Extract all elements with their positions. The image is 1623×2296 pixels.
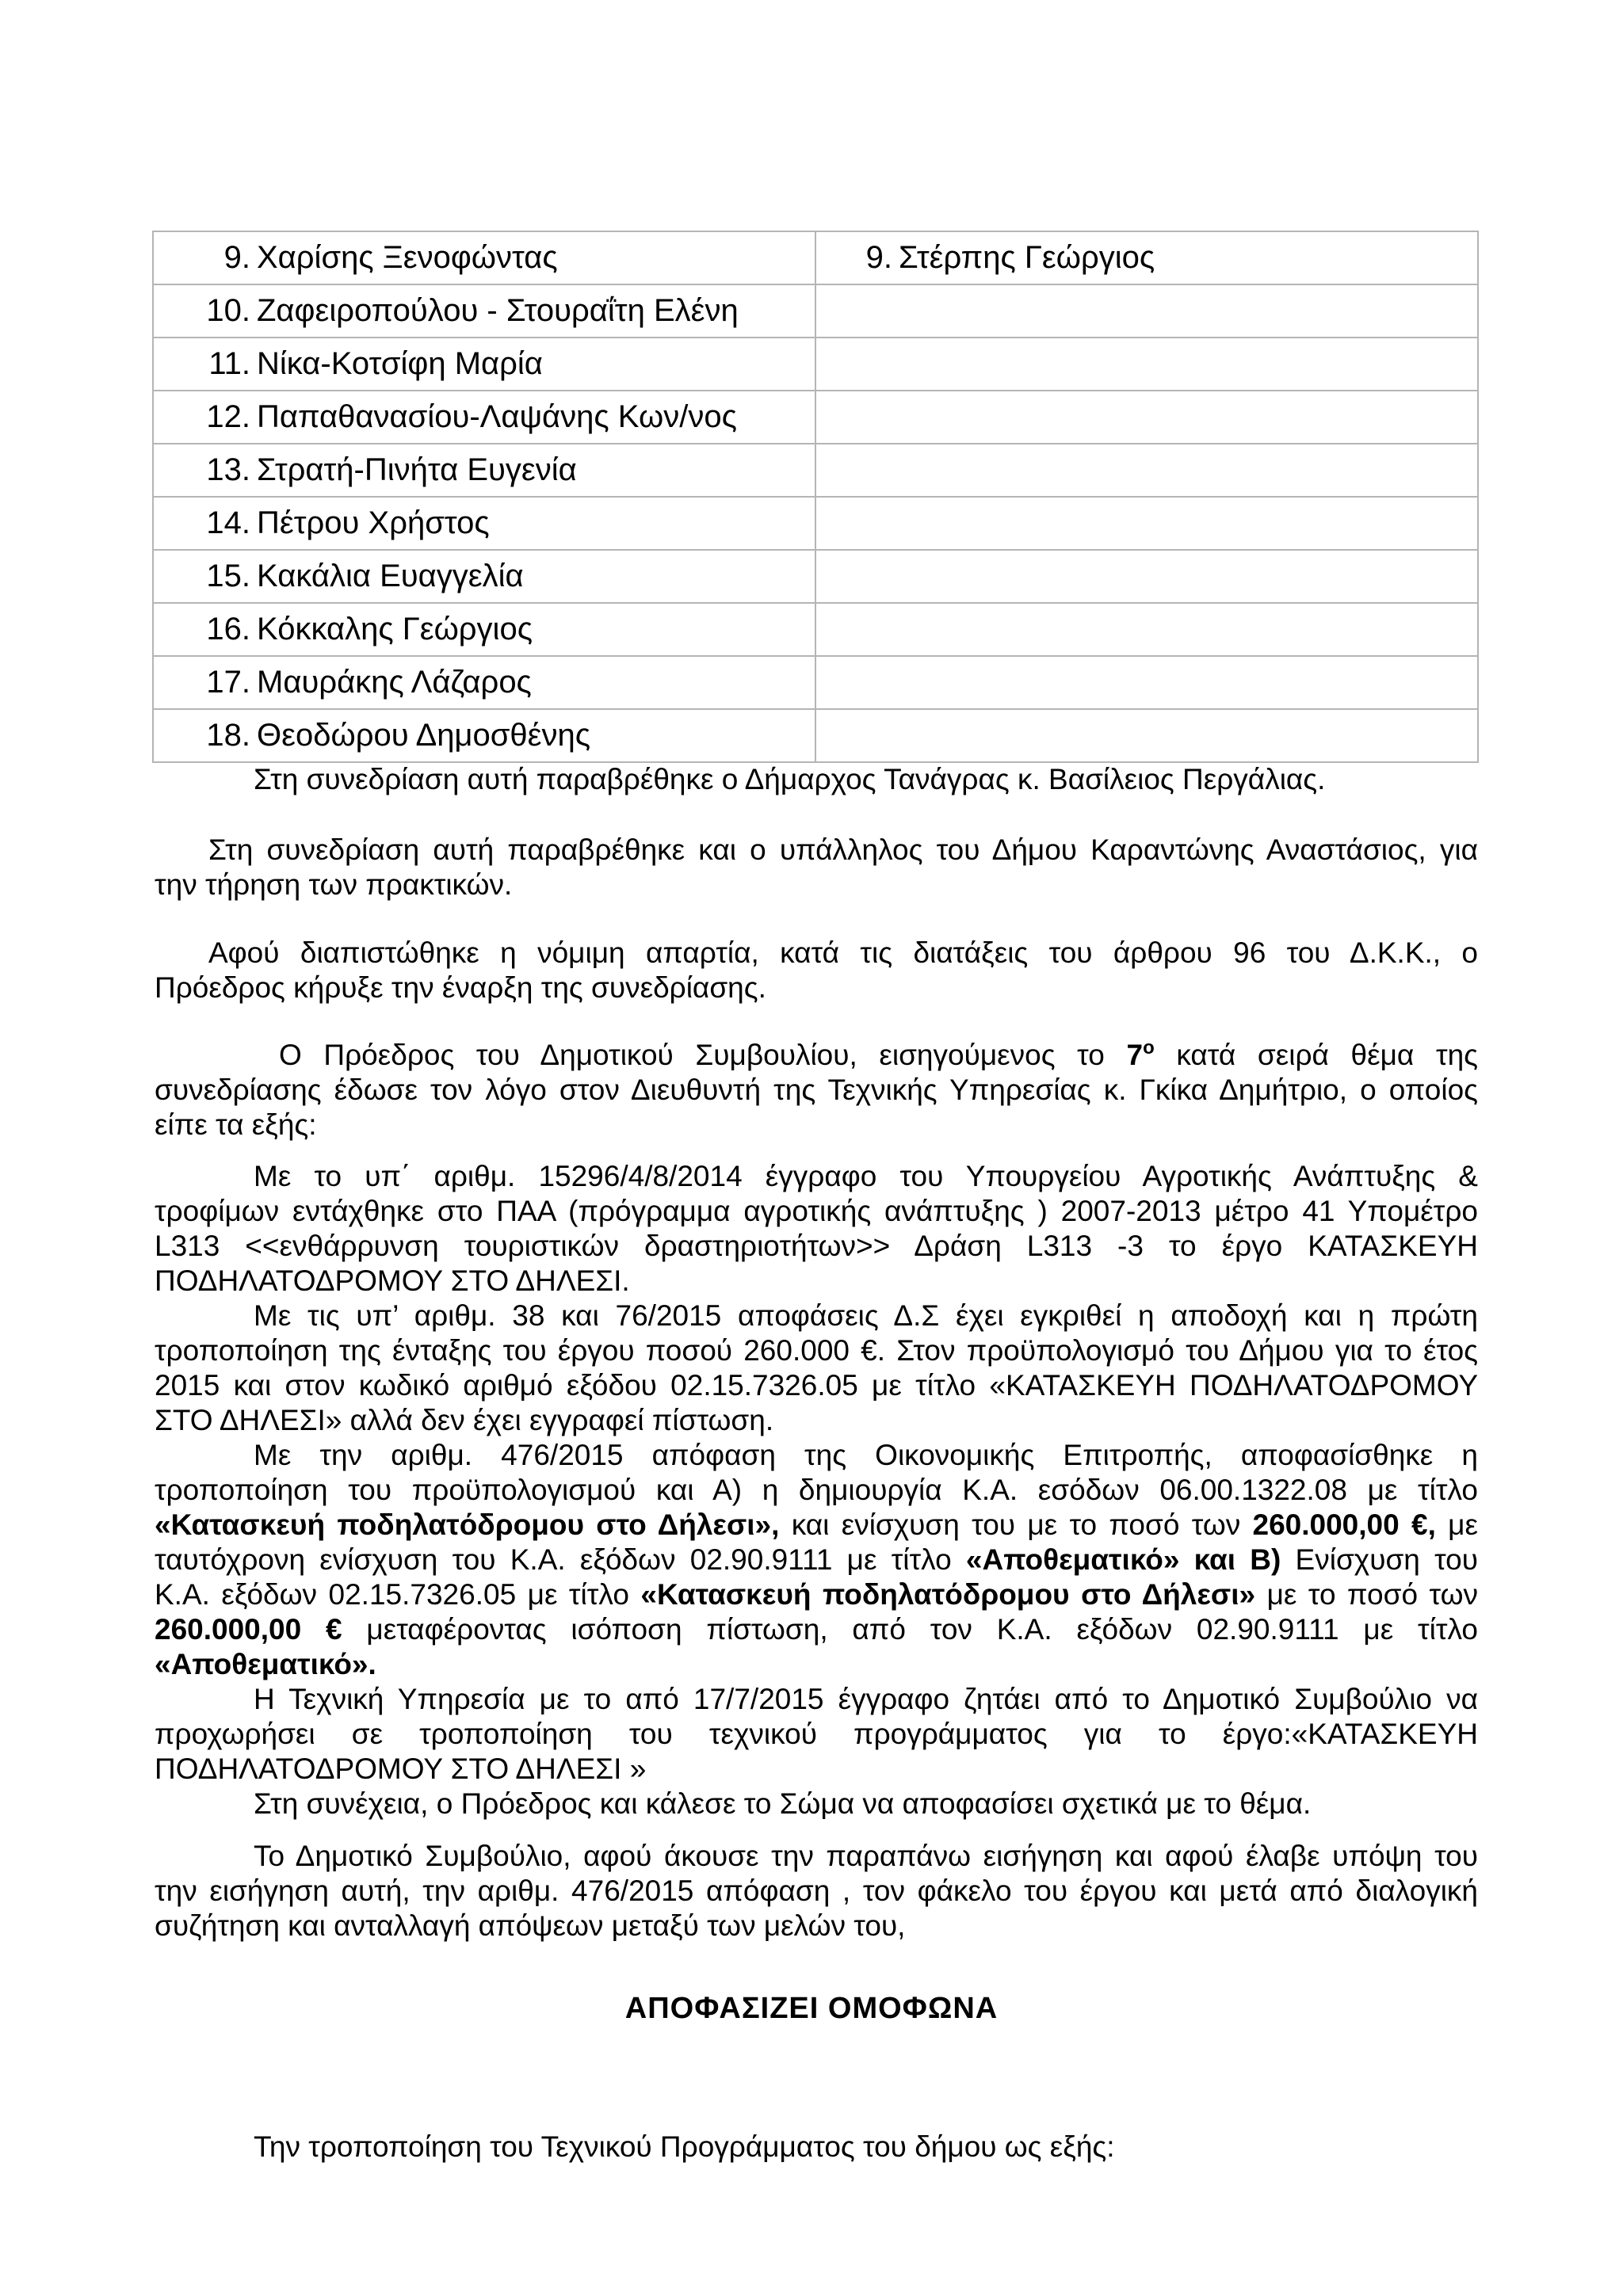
member-cell-left <box>153 550 815 603</box>
member-cell-right <box>815 709 1478 762</box>
member-row <box>153 550 1478 603</box>
member-name: Παπαθανασίου-Λαψάνης Κων/νος <box>257 399 737 434</box>
member-number: 10. <box>206 293 250 328</box>
member-name: Θεοδώρου Δημοσθένης <box>257 718 591 753</box>
member-number: 13. <box>206 452 250 487</box>
member-cell-right <box>815 656 1478 709</box>
member-cell-left <box>153 284 815 338</box>
member-cell-right <box>815 231 1478 284</box>
council-paragraph: Το Δημοτικό Συμβούλιο, αφού άκουσε την παραπάνω εισήγηση και αφού έλαβε υπόψη του την εισήγηση αυτή, την αριθμ. 476/2015 απόφαση , τον φάκελο του έργου και μετά από διαλογική συζήτηση και ανταλλαγή απόψεων μεταξύ των μελών του, <box>155 1840 1478 1942</box>
member-cell-left <box>153 391 815 444</box>
member-name: Μαυράκης Λάζαρος <box>257 665 532 700</box>
decision-heading: ΑΠΟΦΑΣΙΖΕΙ ΟΜΟΦΩΝΑ <box>624 1992 999 2025</box>
member-row <box>153 444 1478 497</box>
member-name: Ζαφειροπούλου - Στουραΐτη Ελένη <box>257 293 739 328</box>
approval-paragraph: Με τις υπ’ αριθμ. 38 και 76/2015 αποφάσεις Δ.Σ έχει εγκριθεί η αποδοχή και η πρώτη τροποποίηση της ένταξης του έργου ποσού 260.000 €. Στον προϋπολογισμό του Δήμου για το έτος 2015 και στον κωδικό αριθμό εξόδου 02.15.7326.05 με τίτλο «ΚΑΤΑΣΚΕΥΗ ΠΟΔΗΛΑΤΟΔΡΟΜΟΥ ΣΤΟ ΔΗΛΕΣΙ» αλλά δεν έχει εγγραφεί πίστωση. <box>155 1299 1478 1436</box>
quorum-paragraph: Αφού διαπιστώθηκε η νόμιμη απαρτία, κατά τις διατάξεις του άρθρου 96 του Δ.Κ.Κ., ο Πρόεδρος κήρυξε την έναρξη της συνεδρίασης. <box>155 936 1478 1004</box>
member-name: Χαρίσης Ξενοφώντας <box>257 240 558 275</box>
member-row <box>153 338 1478 391</box>
member-cell-right <box>815 338 1478 391</box>
member-row <box>153 709 1478 762</box>
member-row <box>153 284 1478 338</box>
member-cell-left <box>153 709 815 762</box>
member-name: Κόκκαλης Γεώργιος <box>257 612 533 646</box>
member-cell-left <box>153 603 815 656</box>
member-cell-right <box>815 603 1478 656</box>
member-number: 14. <box>206 505 250 540</box>
mayor-paragraph: Στη συνεδρίαση αυτή παραβρέθηκε ο Δήμαρχος Τανάγρας κ. Βασίλειος Περγάλιας. <box>254 763 1326 795</box>
member-cell-right <box>815 284 1478 338</box>
member-row <box>153 231 1478 284</box>
member-cell-left <box>153 231 815 284</box>
member-cell-left <box>153 656 815 709</box>
intro-paragraph: Ο Πρόεδρος του Δημοτικού Συμβουλίου, εισηγούμενος το $7^o$ κατά σειρά θέμα της συνεδρίασης έδωσε τον λόγο στον Διευθυντή της Τεχνικής Υπηρεσίας κ. Γκίκα Δημήτριο, ο οποίος είπε τα εξής: <box>155 1037 1478 1141</box>
member-number: 16. <box>206 612 250 646</box>
member-name: Νίκα-Κοτσίφη Μαρία <box>257 346 543 381</box>
member-number: 17. <box>206 665 250 700</box>
member-cell-right <box>815 550 1478 603</box>
member-row <box>153 603 1478 656</box>
final-paragraph: Την τροποποίηση του Τεχνικού Προγράμματος του δήμου ως εξής: <box>254 2130 1115 2163</box>
member-row <box>153 391 1478 444</box>
member-name: Κακάλια Ευαγγελία <box>257 559 524 593</box>
president-call-paragraph: Στη συνέχεια, ο Πρόεδρος και κάλεσε το Σώμα να αποφασίσει σχετικά με το θέμα. <box>254 1787 1312 1820</box>
council-members-table <box>152 231 1479 763</box>
member-number: 11. <box>208 346 250 381</box>
member-cell-left <box>153 444 815 497</box>
member-cell-left <box>153 497 815 550</box>
member-number: 12. <box>206 399 250 434</box>
funding-paragraph: Με το υπ΄ αριθμ. 15296/4/8/2014 έγγραφο του Υπουργείου Αγροτικής Ανάπτυξης & τροφίμων εντάχθηκε στο ΠΑΑ (πρόγραμμα αγροτικής ανάπτυξης ) 2007-2013 μέτρο 41 Υπομέτρο L313 <<ενθάρρυνση τουριστικών δραστηριοτήτων>> Δράση L313 -3 το έργο ΚΑΤΑΣΚΕΥΗ ΠΟΔΗΛΑΤΟΔΡΟΜΟΥ ΣΤΟ ΔΗΛΕΣΙ. <box>155 1160 1478 1297</box>
technical-service-paragraph: Η Τεχνική Υπηρεσία με το από 17/7/2015 έγγραφο ζητάει από το Δημοτικό Συμβούλιο να προχωρήσει σε τροποποίηση του τεχνικού προγράμματος για το έργο:«ΚΑΤΑΣΚΕΥΗ ΠΟΔΗΛΑΤΟΔΡΟΜΟΥ ΣΤΟ ΔΗΛΕΣΙ » <box>155 1683 1478 1785</box>
member-cell-right <box>815 444 1478 497</box>
member-cell-right <box>815 391 1478 444</box>
budget-paragraph: Με την αριθμ. 476/2015 απόφαση της Οικονομικής Επιτροπής, αποφασίσθηκε η τροποποίηση του προϋπολογισμού και Α) η δημιουργία Κ.Α. εσόδων 06.00.1322.08 με τίτλο «Κατασκευή ποδηλατόδρομου στο Δήλεσι», και ενίσχυση του με το ποσό των 260.000,00 €, με ταυτόχρονη ενίσχυση του Κ.Α. εξόδων 02.90.9111 με τίτλο «Αποθεματικό» και Β) Ενίσχυση του Κ.Α. εξόδων 02.15.7326.05 με τίτλο «Κατασκευή ποδηλατόδρομου στο Δήλεσι» με το ποσό των 260.000,00 € μεταφέροντας ισόποση πίστωση, από τον Κ.Α. εξόδων 02.90.9111 με τίτλο «Αποθεματικό». <box>155 1439 1479 1680</box>
member-name: Στρατή-Πινήτα Ευγενία <box>257 452 577 487</box>
member-name: Στέρπης Γεώργιος <box>899 240 1155 275</box>
member-number: 15. <box>206 559 250 593</box>
clerk-paragraph: Στη συνεδρίαση αυτή παραβρέθηκε και ο υπάλληλος του Δήμου Καραντώνης Αναστάσιος, για την τήρηση των πρακτικών. <box>155 833 1478 901</box>
member-row <box>153 497 1478 550</box>
member-number: 9. <box>223 240 250 275</box>
member-number: 18. <box>206 718 250 753</box>
member-cell-left <box>153 338 815 391</box>
member-number: 9. <box>865 240 892 275</box>
member-cell-right <box>815 497 1478 550</box>
member-row <box>153 656 1478 709</box>
member-name: Πέτρου Χρήστος <box>257 505 490 540</box>
